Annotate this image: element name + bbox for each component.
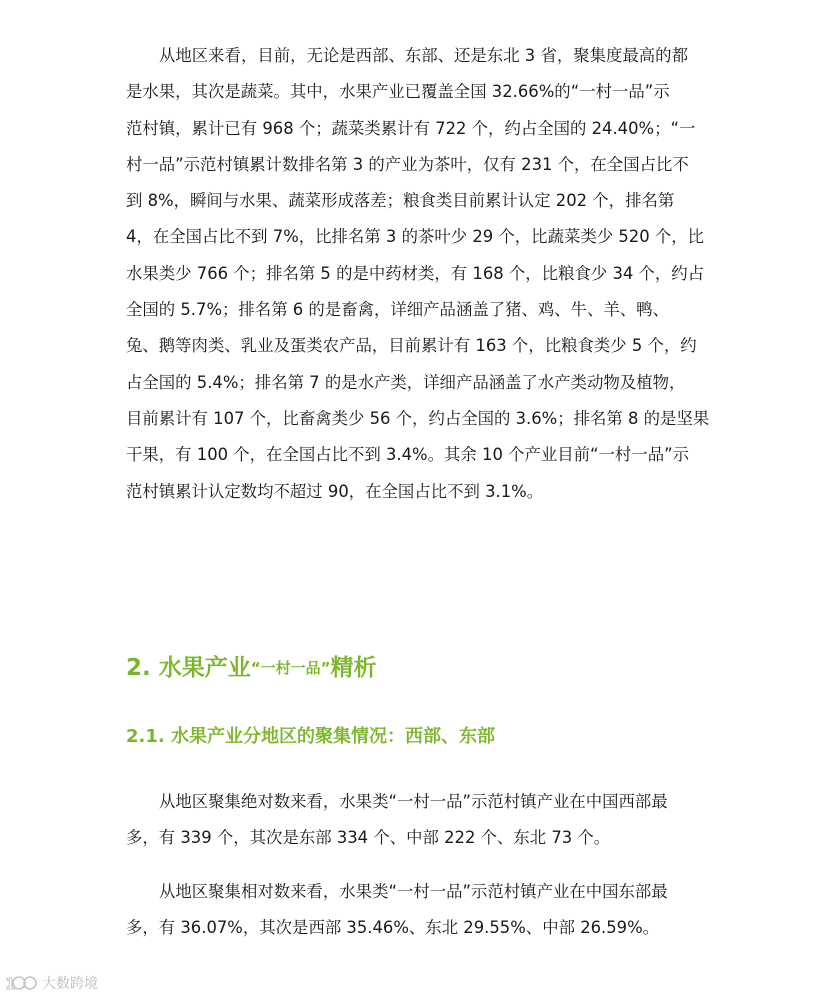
text-line: 4，在全国占比不到 7%，比排名第 3 的茶叶少 29 个，比蔬菜类少 520 个，比 [126,227,705,247]
heading-prefix: 2. 水果产业 [126,655,251,681]
text-line: 多，有 339 个，其次是东部 334 个、中部 222 个、东北 73 个。 [126,828,611,848]
text-line: 从地区来看，目前，无论是西部、东部、还是东北 3 省，聚集度最高的都 [159,46,688,65]
watermark-text: 大数跨境 [42,976,98,992]
section-heading-fruit-industry [126,650,376,686]
subsection-heading-regional-clustering: 2.1. 水果产业分地区的聚集情况：西部、东部 [126,726,495,747]
svg-text:1: 1 [5,975,16,993]
body-paragraph-regional-overview [126,38,710,510]
text-line: 占全国的 5.4%；排名第 7 的是水产类，详细产品涵盖了水产类动物及植物， [126,372,686,392]
text-line: 水果类少 766 个；排名第 5 的是中药材类，有 168 个，比粮食少 34 个，约占 [126,263,705,283]
text-line: 全国的 5.7%；排名第 6 的是畜禽，详细产品涵盖了猪、鸡、牛、羊、鸭、 [126,300,670,320]
text-line: 从地区聚集相对数来看，水果类“一村一品”示范村镇产业在中国东部最 [159,882,668,901]
text-line: 到 8%，瞬间与水果、蔬菜形成落差；粮食类目前累计认定 202 个，排名第 [126,191,675,211]
text-line: 范村镇累计认定数均不超过 90，在全国占比不到 3.1%。 [126,481,544,501]
text-line: 目前累计有 107 个，比畜禽类少 56 个，约占全国的 3.6%；排名第 8 的是坚果 [126,408,710,428]
text-line: 村一品”示范村镇累计数排名第 3 的产业为茶叶，仅有 231 个，在全国占比不 [126,154,689,174]
heading-suffix: 精析 [330,655,377,681]
text-line: 多，有 36.07%，其次是西部 35.46%、东北 29.55%、中部 26.59%。 [126,918,660,938]
heading-quoted: “一村一品” [250,659,331,677]
text-line: 从地区聚集绝对数来看，水果类“一村一品”示范村镇产业在中国西部最 [159,792,668,811]
text-line: 是水果，其次是蔬菜。其中，水果产业已覆盖全国 32.66%的“一村一品”示 [126,82,670,102]
body-paragraph-absolute-numbers [126,784,706,857]
text-line: 干果，有 100 个，在全国占比不到 3.4%。其余 10 个产业目前“一村一品”示 [126,445,689,465]
text-line: 兔、鹅等肉类、乳业及蛋类农产品，目前累计有 163 个，比粮食类少 5 个，约 [126,336,697,356]
body-paragraph-relative-numbers [126,874,706,947]
watermark [4,972,98,994]
watermark-logo-icon [4,972,38,994]
text-line: 范村镇，累计已有 968 个；蔬菜类累计有 722 个，约占全国的 24.40%；“一 [126,118,696,138]
